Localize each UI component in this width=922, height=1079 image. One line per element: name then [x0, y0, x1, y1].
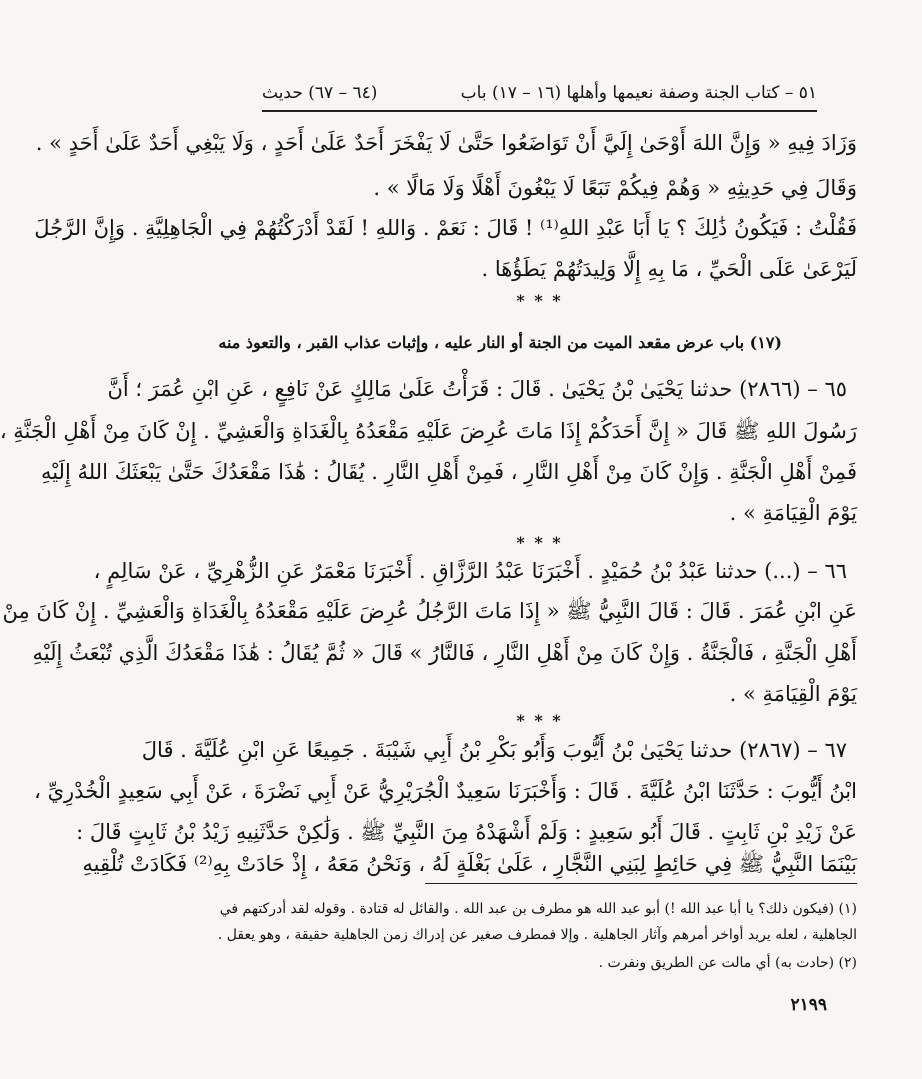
hadith-67-line: عَنْ زَيْدِ بْنِ ثَابِتٍ . قَالَ أَبُو سَعِيدٍ : وَلَمْ أَشْهَدْهُ مِنَ النَّبِيِّ ﷺ . وَلَٰكِنْ حَدَّثَنِيهِ زَيْدُ بْنُ ثَابِتٍ قَالَ :	[76, 820, 857, 844]
footnote-1: (١) (فيكون ذلك؟ يا أبا عبد الله !) أبو عبد الله هو مطرف بن عبد الله . والقائل له قتادة . وقوله لقد أدركتهم في	[219, 901, 857, 917]
section-separator: * * *	[516, 533, 563, 552]
header-chapter-title: ٥١ – كتاب الجنة وصفة نعيمها وأهلها (١٦ – ١٧) باب	[460, 83, 817, 103]
hadith-67-line: ٦٧ – (٢٨٦٧) حدثنا يَحْيَىٰ بْنُ أَيُّوبَ وَأَبُو بَكْرِ بْنُ أَبِي شَيْبَةَ . جَمِيعًا عَنِ ابْنِ عُلَيَّةَ . قَالَ	[141, 738, 847, 762]
hadith-66-line: أَهْلِ الْجَنَّةِ ، فَالْجَنَّةُ . وَإِنْ كَانَ مِنْ أَهْلِ النَّارِ ، فَالنَّارُ » قَالَ « ثُمَّ يُقَالُ : هَٰذَا مَقْعَدُكَ الَّذِي تُبْعَثُ إِلَيْهِ	[32, 641, 857, 665]
body-line: لَيَرْعَىٰ عَلَى الْحَيِّ ، مَا بِهِ إِلَّا وَلِيدَتُهُمْ يَطَؤُهَا .	[481, 257, 857, 281]
hadith-65-line: ٦٥ – (٢٨٦٦) حدثنا يَحْيَىٰ بْنُ يَحْيَىٰ . قَالَ : قَرَأْتُ عَلَىٰ مَالِكٍ عَنْ نَافِعٍ ، عَنِ ابْنِ عُمَرَ ؛ أَنَّ	[107, 377, 847, 401]
body-line: فَقُلْتُ : فَيَكُونُ ذَٰلِكَ ؟ يَا أَبَا عَبْدِ اللهِ⁽¹⁾ ! قَالَ : نَعَمْ . وَاللهِ ! لَقَدْ أَدْرَكْتُهُمْ فِي الْجَاهِلِيَّةِ . وَإِنَّ الرَّجُلَ	[34, 216, 857, 240]
page-number: ٢١٩٩	[790, 995, 827, 1015]
hadith-67-line: بَيْنَمَا النَّبِيُّ ﷺ فِي حَائِطٍ لِبَنِي النَّجَّارِ ، عَلَىٰ بَغْلَةٍ لَهُ ، وَنَحْنُ مَعَهُ ، إِذْ حَادَتْ بِهِ⁽²⁾ فَكَادَتْ تُلْقِيهِ	[82, 852, 857, 876]
hadith-65-line: فَمِنْ أَهْلِ الْجَنَّةِ . وَإِنْ كَانَ مِنْ أَهْلِ النَّارِ ، فَمِنْ أَهْلِ النَّارِ . يُقَالُ : هَٰذَا مَقْعَدُكَ حَتَّىٰ يَبْعَثَكَ اللهُ إِلَيْهِ	[40, 460, 857, 484]
running-header	[262, 78, 817, 108]
hadith-65-line: رَسُولَ اللهِ ﷺ قَالَ « إِنَّ أَحَدَكُمْ إِذَا مَاتَ عُرِضَ عَلَيْهِ مَقْعَدُهُ بِالْغَدَاةِ وَالْعَشِيِّ . إِنْ كَانَ مِنْ أَهْلِ الْجَنَّةِ ،	[0, 419, 857, 443]
section-separator: * * *	[516, 711, 563, 730]
footnote-2: (٢) (حادت به) أي مالت عن الطريق ونفرت .	[598, 955, 857, 971]
footnote-1-continued: الجاهلية ، لعله يريد أواخر أمرهم وآثار الجاهلية . وإلا فمطرف صغير عن إدراك زمن الجاهلية حقيقة ، وهو يعقل .	[217, 927, 857, 943]
body-line: وَزَادَ فِيهِ « وَإِنَّ اللهَ أَوْحَىٰ إِلَيَّ أَنْ تَوَاضَعُوا حَتَّىٰ لَا يَفْخَرَ أَحَدٌ عَلَىٰ أَحَدٍ ، وَلَا يَبْغِي أَحَدٌ عَلَىٰ أَحَدٍ » .	[35, 131, 857, 155]
chapter-heading: (١٧) باب عرض مقعد الميت من الجنة أو النار عليه ، وإثبات عذاب القبر ، والتعوذ منه	[218, 333, 782, 352]
section-separator: * * *	[516, 291, 563, 310]
body-line: وَقَالَ فِي حَدِيثِهِ « وَهُمْ فِيكُمْ تَبَعًا لَا يَبْغُونَ أَهْلًا وَلَا مَالًا » .	[373, 176, 857, 200]
hadith-67-line: ابْنُ أَيُّوبَ : حَدَّثَنَا ابْنُ عُلَيَّةَ . قَالَ : وَأَخْبَرَنَا سَعِيدٌ الْجُرَيْرِيُّ عَنْ أَبِي نَضْرَةَ ، عَنْ أَبِي سَعِيدٍ الْخُدْرِيِّ ،	[34, 779, 857, 803]
hadith-65-line: يَوْمَ الْقِيَامَةِ » .	[729, 501, 857, 525]
header-hadith-range: (٦٤ – ٦٧) حديث	[262, 83, 378, 103]
hadith-66-line: ٦٦ – (...) حدثنا عَبْدُ بْنُ حُمَيْدٍ . أَخْبَرَنَا عَبْدُ الرَّزَّاقِ . أَخْبَرَنَا مَعْمَرٌ عَنِ الزُّهْرِيِّ ، عَنْ سَالِمٍ ،	[93, 559, 847, 583]
hadith-66-line: عَنِ ابْنِ عُمَرَ . قَالَ : قَالَ النَّبِيُّ ﷺ « إِذَا مَاتَ الرَّجُلُ عُرِضَ عَلَيْهِ مَقْعَدُهُ بِالْغَدَاةِ وَالْعَشِيِّ . إِنْ كَانَ مِنْ	[2, 599, 857, 623]
hadith-66-line: يَوْمَ الْقِيَامَةِ » .	[729, 682, 857, 706]
header-rule	[262, 110, 817, 112]
footnote-rule	[425, 883, 857, 884]
